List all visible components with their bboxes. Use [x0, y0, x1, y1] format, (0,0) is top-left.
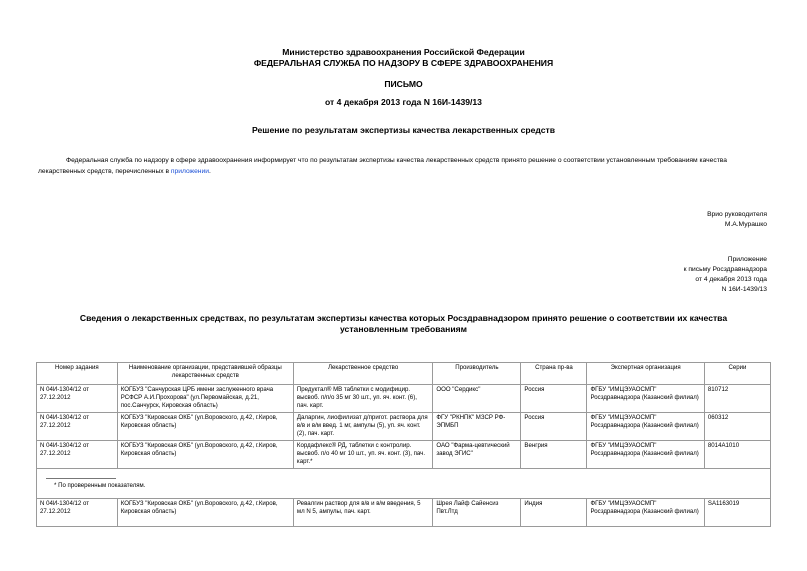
- table-row: [37, 413, 771, 441]
- footnote-text: * По проверенным показателям.: [54, 482, 146, 489]
- appendix-line: к письму Росздравнадзора: [683, 266, 767, 273]
- signature-position: Врио руководителя: [707, 211, 767, 218]
- table-cell: 810712: [704, 385, 770, 413]
- document-subject: Решение по результатам экспертизы качества лекарственных средств: [251, 125, 556, 135]
- ministry-name: Министерство здравоохранения Российской Федерации: [282, 47, 525, 57]
- signature-block: [707, 210, 767, 230]
- table-cell: Венгрия: [521, 441, 587, 469]
- table-cell: N 04И-1304/12 от 27.12.2012: [37, 385, 118, 413]
- column-header: Лекарственное средство: [293, 363, 432, 385]
- footnote-row: [37, 469, 771, 499]
- document-date-number: от 4 декабря 2013 года N 16И-1439/13: [325, 97, 482, 107]
- table-cell: Даларгин, лиофилизат д/пригот. раствора для в/в и в/м введ. 1 мг, ампулы (5), уп. яч. конт. (2), пач. карт.: [293, 413, 432, 441]
- table-cell: ФГБУ "ИМЦЭУАОСМП" Росздравнадзора (Казанский филиал): [587, 441, 704, 469]
- table-cell: Ревалгин раствор для в/в и в/м введения, 5 мл N 5, ампулы, пач. карт.: [293, 499, 432, 527]
- table-cell: ОАО "Фарма-цевтический завод ЭГИС": [433, 441, 521, 469]
- table-row: [37, 499, 771, 527]
- signature-name: М.А.Мурашко: [724, 221, 767, 228]
- document-type: ПИСЬМО: [384, 79, 423, 89]
- table-cell: SA1163019: [704, 499, 770, 527]
- column-header: Серии: [704, 363, 770, 385]
- appendix-line: от 4 декабря 2013 года: [695, 276, 767, 283]
- service-name: ФЕДЕРАЛЬНАЯ СЛУЖБА ПО НАДЗОРУ В СФЕРЕ ЗДРАВООХРАНЕНИЯ: [253, 58, 554, 68]
- table-cell: КОГБУЗ "Кировская ОКБ" (ул.Воровского, д.42, г.Киров, Кировская область): [117, 413, 293, 441]
- table-cell: КОГБУЗ "Кировская ОКБ" (ул.Воровского, д.42, г.Киров, Кировская область): [117, 499, 293, 527]
- table-cell: N 04И-1304/12 от 27.12.2012: [37, 413, 118, 441]
- table-row: [37, 441, 771, 469]
- appendix-block: [684, 255, 767, 295]
- table-cell: ФГУ "РКНПК" МЗСР РФ-ЭПМБП: [433, 413, 521, 441]
- table-cell: ФГБУ "ИМЦЭУАОСМП" Росздравнадзора (Казанский филиал): [587, 385, 704, 413]
- table-cell: ФГБУ "ИМЦЭУАОСМП" Росздравнадзора (Казанский филиал): [587, 413, 704, 441]
- footnote-cell: [37, 469, 771, 499]
- table-cell: 060312: [704, 413, 770, 441]
- table-cell: Индия: [521, 499, 587, 527]
- column-header: Наименование организации, представившей образцы лекарственных средств: [117, 363, 293, 385]
- table-cell: ООО "Сердикс": [433, 385, 521, 413]
- body-text: Федеральная служба по надзору в сфере здравоохранения информирует что по результатам экспертизы качества лекарственных средств принято решение о соответствии установленным требованиям качества лекарственных средств, перечисленных в: [38, 157, 727, 175]
- appendix-line: N 16И-1439/13: [721, 286, 767, 293]
- table-cell: ФГБУ "ИМЦЭУАОСМП" Росздравнадзора (Казанский филиал): [587, 499, 704, 527]
- column-header: Страна пр-ва: [521, 363, 587, 385]
- medicines-table: [36, 362, 771, 527]
- column-header: Номер задания: [37, 363, 118, 385]
- table-title: Сведения о лекарственных средствах, по результатам экспертизы качества которых Росздравнадзором принято решение о соответствии их качества установленным требованиям: [79, 313, 728, 334]
- column-header: Производитель: [433, 363, 521, 385]
- table-cell: N 04И-1304/12 от 27.12.2012: [37, 441, 118, 469]
- table-cell: N 04И-1304/12 от 27.12.2012: [37, 499, 118, 527]
- table-header-row: [37, 363, 771, 385]
- table-cell: Россия: [521, 385, 587, 413]
- appendix-line: Приложение: [727, 256, 767, 263]
- table-cell: Шрея Лайф Сайенсиз Пвт.Лтд: [433, 499, 521, 527]
- column-header: Экспертная организация: [587, 363, 704, 385]
- table-cell: Предуктал® МВ таблетки с модифицир. высвоб. п/п/о 35 мг 30 шт., уп. яч. конт. (6), пач. карт.: [293, 385, 432, 413]
- body-text-end: .: [208, 168, 211, 175]
- body-paragraph: [38, 155, 773, 177]
- table-row: [37, 385, 771, 413]
- table-cell: Кордафлекс® РД, таблетки с контролир. высвоб. п/о 40 мг 10 шт., уп. яч. конт. (3), пач. карт.*: [293, 441, 432, 469]
- footnote-divider: [46, 478, 116, 479]
- table-cell: Россия: [521, 413, 587, 441]
- table-cell: КОГБУЗ "Кировская ОКБ" (ул.Воровского, д.42, г.Киров, Кировская область): [117, 441, 293, 469]
- table-cell: 8014А1010: [704, 441, 770, 469]
- table-cell: КОГБУЗ "Санчурская ЦРБ имени заслуженного врача РСФСР А.И.Прохорова" (ул.Первомайская, д.21, пос.Санчурск, Кировская область): [117, 385, 293, 413]
- appendix-link[interactable]: приложении: [170, 168, 209, 175]
